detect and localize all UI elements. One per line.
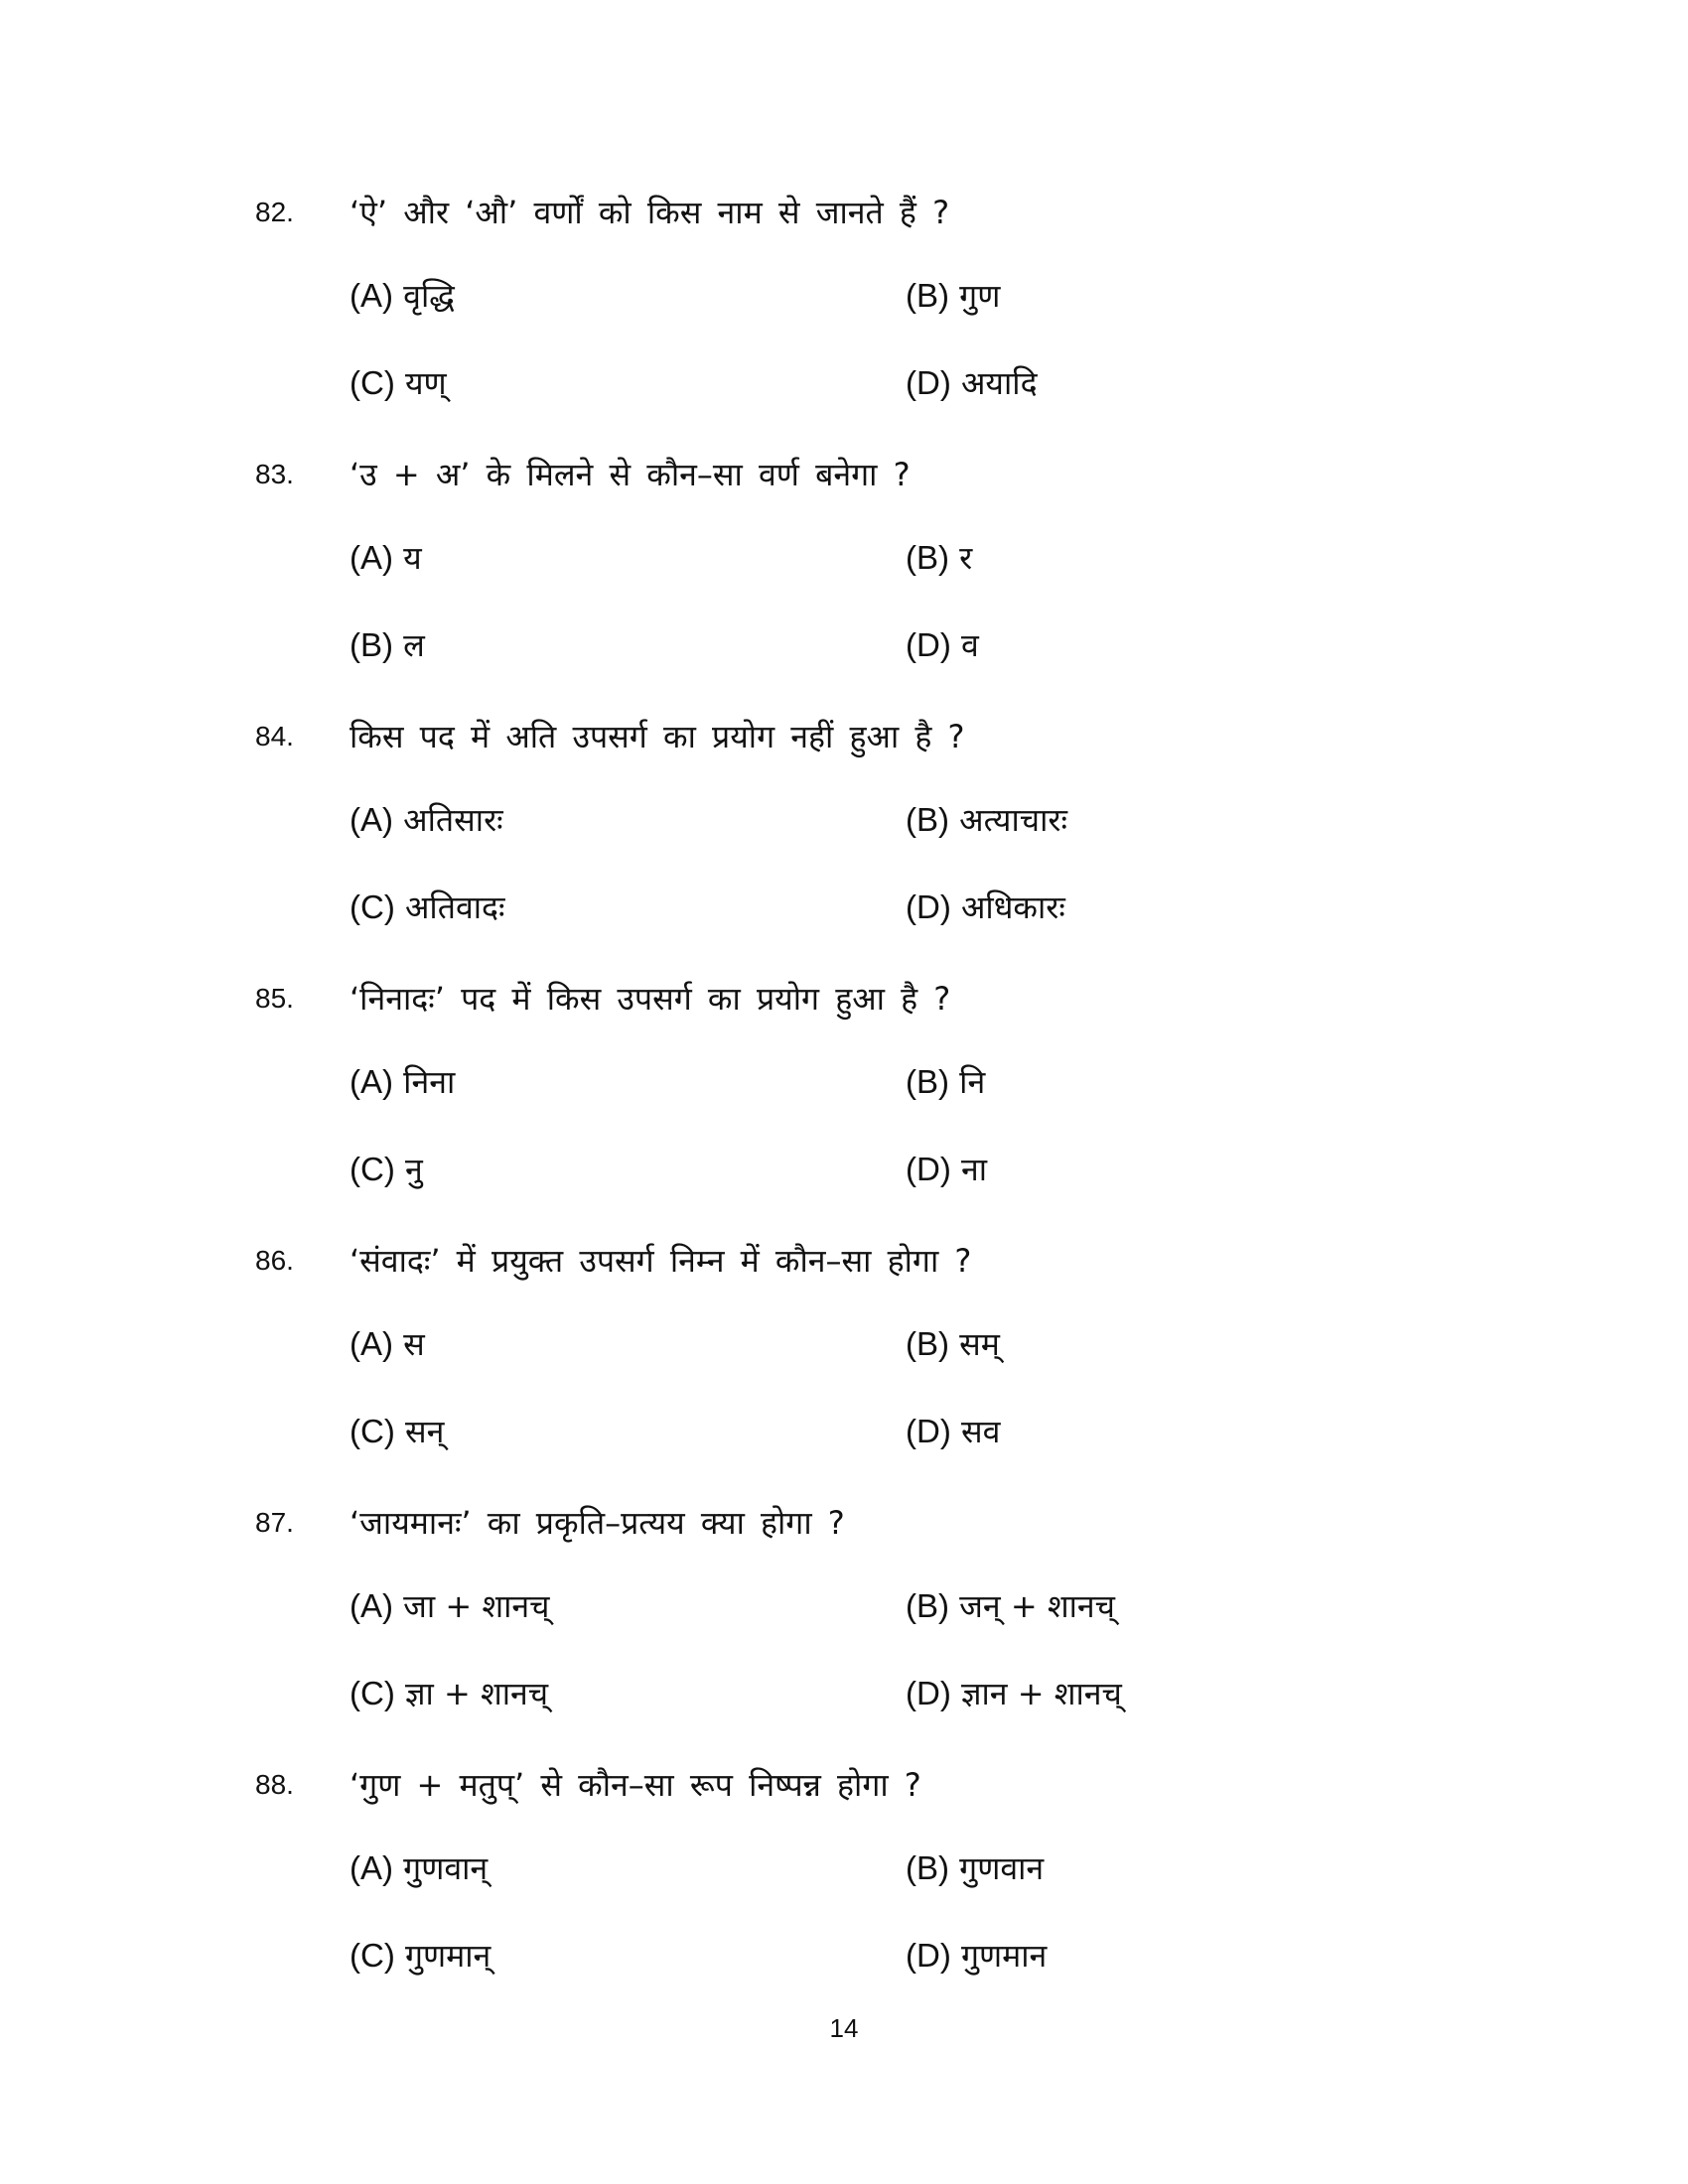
- option-text: गुण: [959, 277, 1001, 315]
- option-label: (D): [906, 1151, 951, 1187]
- option-c: [350, 1672, 548, 1714]
- option-c: [350, 1410, 444, 1452]
- question-text: ‘जायमानः’ का प्रकृति–प्रत्यय क्या होगा ?: [350, 1504, 845, 1542]
- option-d: [906, 1934, 1047, 1977]
- option-a: [350, 274, 455, 317]
- question-83: [0, 453, 1688, 715]
- question-86: [0, 1239, 1688, 1501]
- option-label: (B): [906, 1063, 949, 1100]
- option-a: [350, 1322, 425, 1365]
- option-text: गुणमान: [960, 1937, 1048, 1975]
- option-label: (C): [350, 888, 395, 925]
- option-a: [350, 1060, 455, 1103]
- question-number: 86.: [255, 1245, 294, 1276]
- option-label: (B): [906, 1587, 949, 1624]
- option-text: वृद्धि: [403, 277, 455, 315]
- question-84: [0, 715, 1688, 977]
- option-text: व: [960, 626, 979, 664]
- option-label: (D): [906, 1413, 951, 1449]
- option-text: अयादि: [960, 364, 1038, 402]
- option-d: [906, 886, 1065, 928]
- question-text: किस पद में अति उपसर्ग का प्रयोग नहीं हुआ है ?: [350, 718, 965, 755]
- option-text: गुणमान्: [404, 1937, 492, 1975]
- option-text: नु: [404, 1151, 423, 1188]
- question-number: 83.: [255, 459, 294, 489]
- option-label: (A): [350, 539, 393, 576]
- option-text: जन् + शानच्: [959, 1587, 1115, 1625]
- option-text: स: [403, 1325, 425, 1363]
- option-text: अधिकारः: [960, 888, 1065, 926]
- option-label: (A): [350, 1587, 393, 1624]
- option-text: जा + शानच्: [403, 1587, 550, 1625]
- option-label: (B): [906, 801, 949, 838]
- option-label: (A): [350, 277, 393, 314]
- option-text: अतिसारः: [403, 801, 503, 839]
- question-87: [0, 1501, 1688, 1763]
- option-text: निना: [403, 1063, 456, 1101]
- option-label: (B): [906, 1849, 949, 1886]
- option-d: [906, 361, 1038, 404]
- option-c: [350, 1148, 423, 1190]
- option-b: [906, 1322, 1000, 1365]
- option-text: गुणवान: [959, 1849, 1045, 1887]
- option-label: (B): [350, 626, 393, 663]
- option-label: (A): [350, 1849, 393, 1886]
- option-a: [350, 1846, 488, 1889]
- option-text: ज्ञान + शानच्: [960, 1675, 1122, 1712]
- option-label: (C): [350, 1151, 395, 1187]
- option-text: सव: [960, 1413, 1001, 1450]
- option-label: (B): [906, 539, 949, 576]
- option-a: [350, 1584, 550, 1627]
- question-number: 87.: [255, 1507, 294, 1538]
- option-label: (C): [350, 364, 395, 401]
- option-b: [906, 1060, 985, 1103]
- option-b: [906, 798, 1067, 841]
- option-c: [350, 886, 505, 928]
- option-b: [906, 1584, 1115, 1627]
- question-number: 85.: [255, 983, 294, 1014]
- option-text: गुणवान्: [403, 1849, 489, 1887]
- option-text: अतिवादः: [404, 888, 505, 926]
- option-label: (D): [906, 626, 951, 663]
- option-label: (A): [350, 1325, 393, 1362]
- option-text: अत्याचारः: [959, 801, 1067, 839]
- question-number: 82.: [255, 197, 294, 227]
- question-text: ‘गुण + मतुप्’ से कौन–सा रूप निष्पन्न होगा ?: [350, 1766, 921, 1804]
- option-d: [906, 623, 979, 666]
- option-label: (A): [350, 1063, 393, 1100]
- option-text: ज्ञा + शानच्: [404, 1675, 549, 1712]
- option-text: सम्: [959, 1325, 1000, 1363]
- option-d: [906, 1672, 1122, 1714]
- option-label: (C): [350, 1937, 395, 1974]
- option-d: [906, 1148, 987, 1190]
- question-88: [0, 1763, 1688, 2025]
- question-85: [0, 977, 1688, 1239]
- question-text: ‘निनादः’ पद में किस उपसर्ग का प्रयोग हुआ है ?: [350, 980, 951, 1018]
- option-label: (D): [906, 1937, 951, 1974]
- option-text: ना: [960, 1151, 988, 1188]
- option-label: (D): [906, 1675, 951, 1711]
- page-number: 14: [829, 2013, 859, 2043]
- option-text: यण्: [404, 364, 447, 402]
- option-label: (C): [350, 1413, 395, 1449]
- question-number: 88.: [255, 1769, 294, 1800]
- question-82: [0, 191, 1688, 453]
- option-a: [350, 536, 422, 579]
- option-label: (D): [906, 888, 951, 925]
- option-b: [906, 274, 1000, 317]
- option-label: (B): [906, 277, 949, 314]
- question-text: ‘ऐ’ और ‘औ’ वर्णों को किस नाम से जानते हैं ?: [350, 194, 950, 231]
- option-d: [906, 1410, 1000, 1452]
- option-label: (D): [906, 364, 951, 401]
- option-text: नि: [959, 1063, 986, 1101]
- option-text: र: [959, 539, 973, 577]
- option-c: [350, 623, 425, 666]
- question-text: ‘संवादः’ में प्रयुक्त उपसर्ग निम्न में कौन–सा होगा ?: [350, 1242, 972, 1280]
- option-b: [906, 1846, 1044, 1889]
- question-text: ‘उ + अ’ के मिलने से कौन–सा वर्ण बनेगा ?: [350, 456, 911, 493]
- option-b: [906, 536, 972, 579]
- option-a: [350, 798, 503, 841]
- option-label: (C): [350, 1675, 395, 1711]
- option-label: (B): [906, 1325, 949, 1362]
- option-label: (A): [350, 801, 393, 838]
- option-text: सन्: [404, 1413, 445, 1450]
- question-number: 84.: [255, 721, 294, 751]
- option-text: य: [403, 539, 422, 577]
- option-c: [350, 361, 447, 404]
- option-c: [350, 1934, 491, 1977]
- option-text: ल: [403, 626, 425, 664]
